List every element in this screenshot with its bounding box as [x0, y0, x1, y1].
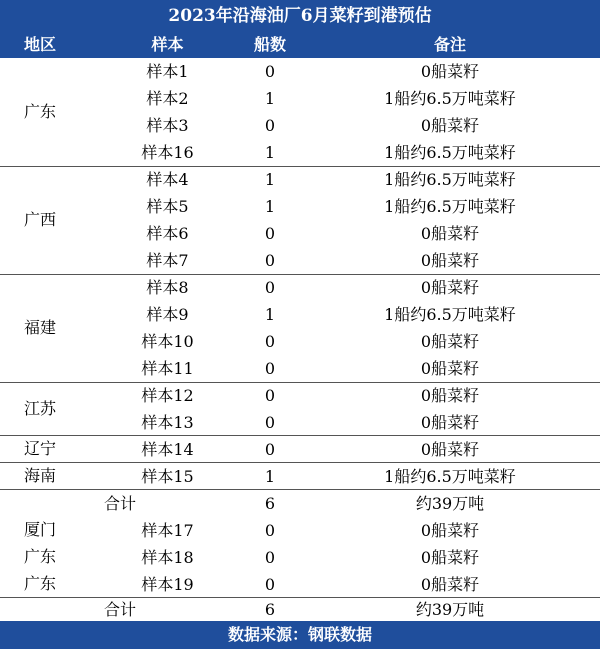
region-label: 厦门 — [23, 520, 56, 539]
region-label: 海南 — [23, 466, 56, 485]
table-row — [0, 193, 600, 220]
sample-cell: 样本4 — [146, 170, 189, 189]
sample-cell: 样本7 — [146, 251, 189, 270]
table-row — [0, 220, 600, 247]
ships-cell: 0 — [264, 62, 276, 81]
note-cell: 1船约6.5万吨菜籽 — [384, 305, 516, 324]
sample-cell: 样本17 — [141, 521, 194, 540]
ships-cell: 0 — [264, 440, 276, 459]
note-cell: 约39万吨 — [415, 494, 485, 513]
ships-cell: 0 — [264, 548, 276, 567]
total-row — [0, 596, 600, 623]
table-row — [0, 166, 600, 193]
note-cell: 0船菜籽 — [420, 521, 480, 540]
sample-cell: 样本19 — [141, 575, 194, 594]
note-cell: 约39万吨 — [415, 600, 485, 619]
total-label: 合计 — [103, 600, 136, 619]
ships-cell: 0 — [264, 116, 276, 135]
table-row — [0, 247, 600, 274]
table-row — [0, 355, 600, 382]
sample-cell: 样本3 — [146, 116, 189, 135]
sample-cell: 样本13 — [141, 413, 194, 432]
note-cell: 0船菜籽 — [420, 386, 480, 405]
note-cell: 1船约6.5万吨菜籽 — [384, 467, 516, 486]
table-row — [0, 139, 600, 166]
region-label: 福建 — [23, 318, 56, 337]
ships-cell: 0 — [264, 575, 276, 594]
ships-cell: 1 — [264, 305, 276, 324]
sample-cell: 样本2 — [146, 89, 189, 108]
ships-cell: 6 — [264, 494, 276, 513]
sample-cell: 样本8 — [146, 278, 189, 297]
table-row — [0, 544, 600, 571]
ships-cell: 0 — [264, 521, 276, 540]
sample-cell: 样本1 — [146, 62, 189, 81]
table-row — [0, 112, 600, 139]
ships-cell: 0 — [264, 278, 276, 297]
table-row — [0, 274, 600, 301]
region-label: 江苏 — [23, 399, 56, 418]
region-label: 广东 — [23, 547, 56, 566]
ships-cell: 1 — [264, 89, 276, 108]
header-sample: 样本 — [151, 35, 184, 54]
ships-cell: 1 — [264, 467, 276, 486]
ships-cell: 0 — [264, 251, 276, 270]
table-row — [0, 328, 600, 355]
total-label: 合计 — [103, 494, 136, 513]
region-label: 广西 — [23, 210, 56, 229]
ships-cell: 0 — [264, 332, 276, 351]
table-row — [0, 301, 600, 328]
table-row — [0, 463, 600, 490]
header-region: 地区 — [23, 35, 56, 54]
note-cell: 0船菜籽 — [420, 440, 480, 459]
note-cell: 0船菜籽 — [420, 251, 480, 270]
ships-cell: 0 — [264, 386, 276, 405]
ships-cell: 1 — [264, 170, 276, 189]
note-cell: 1船约6.5万吨菜籽 — [384, 197, 516, 216]
ships-cell: 0 — [264, 359, 276, 378]
table-row — [0, 85, 600, 112]
note-cell: 0船菜籽 — [420, 116, 480, 135]
note-cell: 0船菜籽 — [420, 359, 480, 378]
table-row — [0, 571, 600, 598]
header-ships: 船数 — [253, 35, 286, 54]
ships-cell: 1 — [264, 143, 276, 162]
note-cell: 0船菜籽 — [420, 224, 480, 243]
data-source: 数据来源：钢联数据 — [0, 621, 600, 649]
table-row — [0, 517, 600, 544]
sample-cell: 样本10 — [141, 332, 194, 351]
note-cell: 0船菜籽 — [420, 575, 480, 594]
table-row — [0, 409, 600, 436]
sample-cell: 样本9 — [146, 305, 189, 324]
table-row — [0, 58, 600, 85]
sample-cell: 样本18 — [141, 548, 194, 567]
header-note: 备注 — [433, 35, 466, 54]
table-row — [0, 382, 600, 409]
sample-cell: 样本6 — [146, 224, 189, 243]
sample-cell: 样本11 — [141, 359, 194, 378]
table-header — [0, 32, 600, 58]
note-cell: 0船菜籽 — [420, 62, 480, 81]
table-title: 2023年沿海油厂6月菜籽到港预估 — [0, 0, 600, 32]
note-cell: 1船约6.5万吨菜籽 — [384, 89, 516, 108]
note-cell: 0船菜籽 — [420, 548, 480, 567]
sample-cell: 样本16 — [141, 143, 194, 162]
ships-cell: 0 — [264, 413, 276, 432]
note-cell: 0船菜籽 — [420, 332, 480, 351]
region-label: 广东 — [23, 574, 56, 593]
sample-cell: 样本12 — [141, 386, 194, 405]
region-label: 辽宁 — [23, 439, 56, 458]
ships-cell: 0 — [264, 224, 276, 243]
sample-cell: 样本15 — [141, 467, 194, 486]
note-cell: 1船约6.5万吨菜籽 — [384, 170, 516, 189]
sample-cell: 样本14 — [141, 440, 194, 459]
table-row — [0, 436, 600, 463]
note-cell: 0船菜籽 — [420, 413, 480, 432]
total-row — [0, 490, 600, 517]
ships-cell: 6 — [264, 600, 276, 619]
region-label: 广东 — [23, 102, 56, 121]
ships-cell: 1 — [264, 197, 276, 216]
note-cell: 1船约6.5万吨菜籽 — [384, 143, 516, 162]
note-cell: 0船菜籽 — [420, 278, 480, 297]
sample-cell: 样本5 — [146, 197, 189, 216]
